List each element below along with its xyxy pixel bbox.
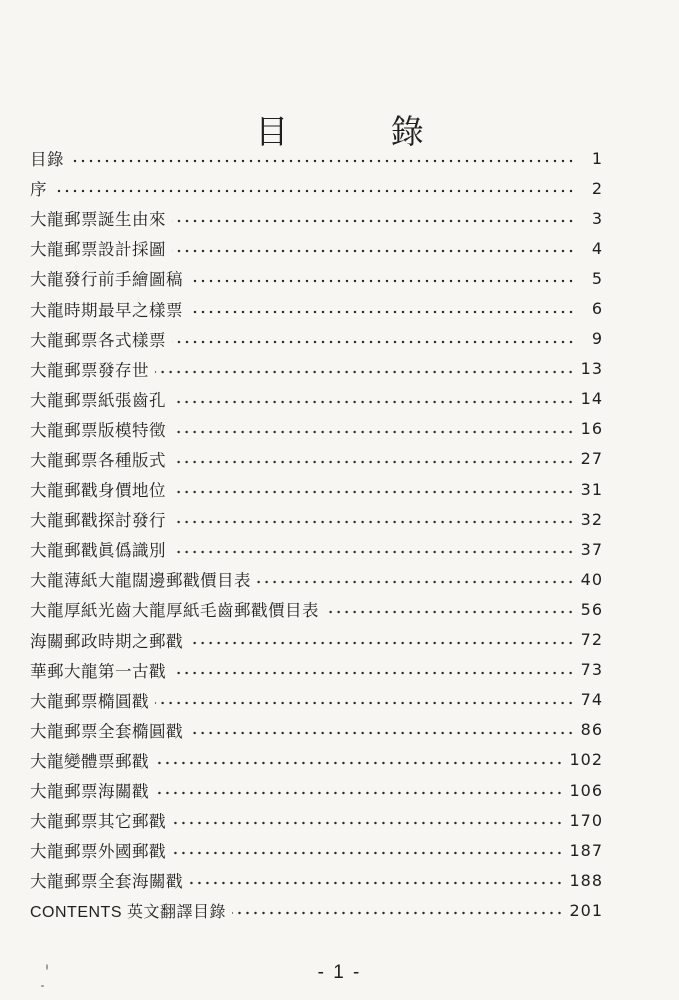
toc-entry xyxy=(30,504,603,534)
toc-entry xyxy=(30,594,603,624)
toc-entry-page: 2 xyxy=(591,178,603,198)
toc-entry-page: 9 xyxy=(591,329,603,349)
toc-entry-page: 1 xyxy=(591,148,603,168)
toc-entry xyxy=(30,655,603,685)
toc-entry-title: 大龍郵票全套海關戳 xyxy=(30,872,183,892)
table-of-contents xyxy=(30,143,603,925)
dot-leader xyxy=(155,761,563,765)
toc-entry-title: 大龍郵票誕生由來 xyxy=(30,210,166,230)
toc-entry xyxy=(30,354,603,384)
toc-entry-page: 13 xyxy=(580,359,603,379)
toc-entry-title: 華郵大龍第一古戳 xyxy=(30,661,166,681)
toc-entry-title: 大龍郵票設計採圖 xyxy=(30,240,166,260)
toc-entry-page: 106 xyxy=(569,780,603,800)
dot-leader xyxy=(172,340,575,344)
toc-entry-title: 大龍薄紙大龍闊邊郵戳價目表 xyxy=(30,571,251,591)
toc-entry-title: 大龍郵票各式樣票 xyxy=(30,330,166,350)
dot-leader xyxy=(172,460,575,464)
paper-speck xyxy=(46,964,48,970)
toc-entry-title: 大龍變體票郵戳 xyxy=(30,751,149,771)
toc-entry-page: 5 xyxy=(591,268,603,288)
dot-leader xyxy=(155,791,563,795)
toc-entry-page: 4 xyxy=(591,238,603,258)
toc-entry xyxy=(30,715,603,745)
toc-entry xyxy=(30,865,603,895)
toc-entry-title: 大龍郵票外國郵戳 xyxy=(30,842,166,862)
dot-leader xyxy=(172,851,563,855)
toc-entry-page: 187 xyxy=(569,840,603,860)
toc-entry-page: 56 xyxy=(580,599,603,619)
toc-entry-title: 海關郵政時期之郵戳 xyxy=(30,631,183,651)
dot-leader xyxy=(155,701,575,705)
dot-leader xyxy=(325,610,575,614)
toc-entry-title: 大龍郵票橢圓戳 xyxy=(30,691,149,711)
toc-entry-title: CONTENTS 英文翻譯目錄 xyxy=(30,903,226,921)
dot-leader xyxy=(172,821,563,825)
toc-entry-page: 6 xyxy=(591,299,603,319)
dot-leader xyxy=(189,641,575,645)
dot-leader xyxy=(172,400,575,404)
dot-leader xyxy=(53,189,575,193)
toc-entry-page: 201 xyxy=(569,900,603,920)
toc-entry-title: 大龍郵票紙張齒孔 xyxy=(30,390,166,410)
toc-entry xyxy=(30,534,603,564)
toc-entry xyxy=(30,444,603,474)
page-title: 目 錄 xyxy=(255,112,470,152)
dot-leader xyxy=(232,911,564,915)
toc-entry xyxy=(30,203,603,233)
toc-entry xyxy=(30,805,603,835)
toc-entry-page: 74 xyxy=(580,690,603,710)
toc-entry xyxy=(30,263,603,293)
toc-entry-page: 16 xyxy=(580,419,603,439)
toc-entry-page: 27 xyxy=(580,449,603,469)
toc-entry xyxy=(30,775,603,805)
toc-entry xyxy=(30,173,603,203)
toc-entry-page: 188 xyxy=(569,870,603,890)
toc-entry-title: 大龍郵票其它郵戳 xyxy=(30,812,166,832)
dot-leader xyxy=(172,430,575,434)
toc-entry-title: 大龍郵戳探討發行 xyxy=(30,511,166,531)
toc-entry-title: 大龍郵票全套橢圓戳 xyxy=(30,721,183,741)
toc-entry-page: 31 xyxy=(580,479,603,499)
page-number: - 1 - xyxy=(317,962,362,983)
toc-entry-title: 大龍發行前手繪圖稿 xyxy=(30,270,183,290)
toc-entry xyxy=(30,835,603,865)
toc-entry xyxy=(30,685,603,715)
toc-entry xyxy=(30,293,603,323)
dot-leader xyxy=(257,580,575,584)
toc-entry-page: 32 xyxy=(580,509,603,529)
toc-entry-title: 大龍郵戳眞僞識別 xyxy=(30,541,166,561)
dot-leader xyxy=(155,370,575,374)
dot-leader xyxy=(189,731,575,735)
toc-entry xyxy=(30,143,603,173)
toc-entry xyxy=(30,414,603,444)
toc-entry-title: 目錄 xyxy=(30,150,64,170)
toc-entry xyxy=(30,745,603,775)
dot-leader xyxy=(189,881,563,885)
dot-leader xyxy=(172,490,575,494)
toc-entry-title: 大龍厚紙光齒大龍厚紙毛齒郵戳價目表 xyxy=(30,601,319,621)
dot-leader xyxy=(189,310,575,314)
toc-entry xyxy=(30,324,603,354)
toc-entry-page: 170 xyxy=(569,810,603,830)
toc-entry-title: 大龍郵票版模特徵 xyxy=(30,420,166,440)
toc-entry xyxy=(30,564,603,594)
toc-entry-page: 14 xyxy=(580,389,603,409)
toc-entry-title: 大龍時期最早之樣票 xyxy=(30,300,183,320)
dot-leader xyxy=(189,279,575,283)
toc-entry xyxy=(30,233,603,263)
dot-leader xyxy=(172,520,575,524)
toc-entry-page: 73 xyxy=(580,660,603,680)
toc-entry-title: 大龍郵票海關戳 xyxy=(30,782,149,802)
toc-entry-page: 86 xyxy=(580,720,603,740)
paper-speck xyxy=(41,985,44,987)
dot-leader xyxy=(172,550,575,554)
toc-entry-title: 大龍郵戳身價地位 xyxy=(30,481,166,501)
toc-entry-page: 37 xyxy=(580,539,603,559)
toc-entry-title: 大龍郵票發存世 xyxy=(30,360,149,380)
toc-entry-title: 大龍郵票各種版式 xyxy=(30,450,166,470)
dot-leader xyxy=(70,159,575,163)
toc-entry-page: 40 xyxy=(580,569,603,589)
dot-leader xyxy=(172,219,575,223)
toc-entry-title: 序 xyxy=(30,180,47,200)
toc-entry xyxy=(30,625,603,655)
toc-entry-page: 102 xyxy=(569,750,603,770)
toc-entry xyxy=(30,895,603,925)
dot-leader xyxy=(172,249,575,253)
toc-entry xyxy=(30,474,603,504)
dot-leader xyxy=(172,671,575,675)
toc-entry-page: 3 xyxy=(591,208,603,228)
toc-entry xyxy=(30,384,603,414)
toc-entry-page: 72 xyxy=(580,630,603,650)
